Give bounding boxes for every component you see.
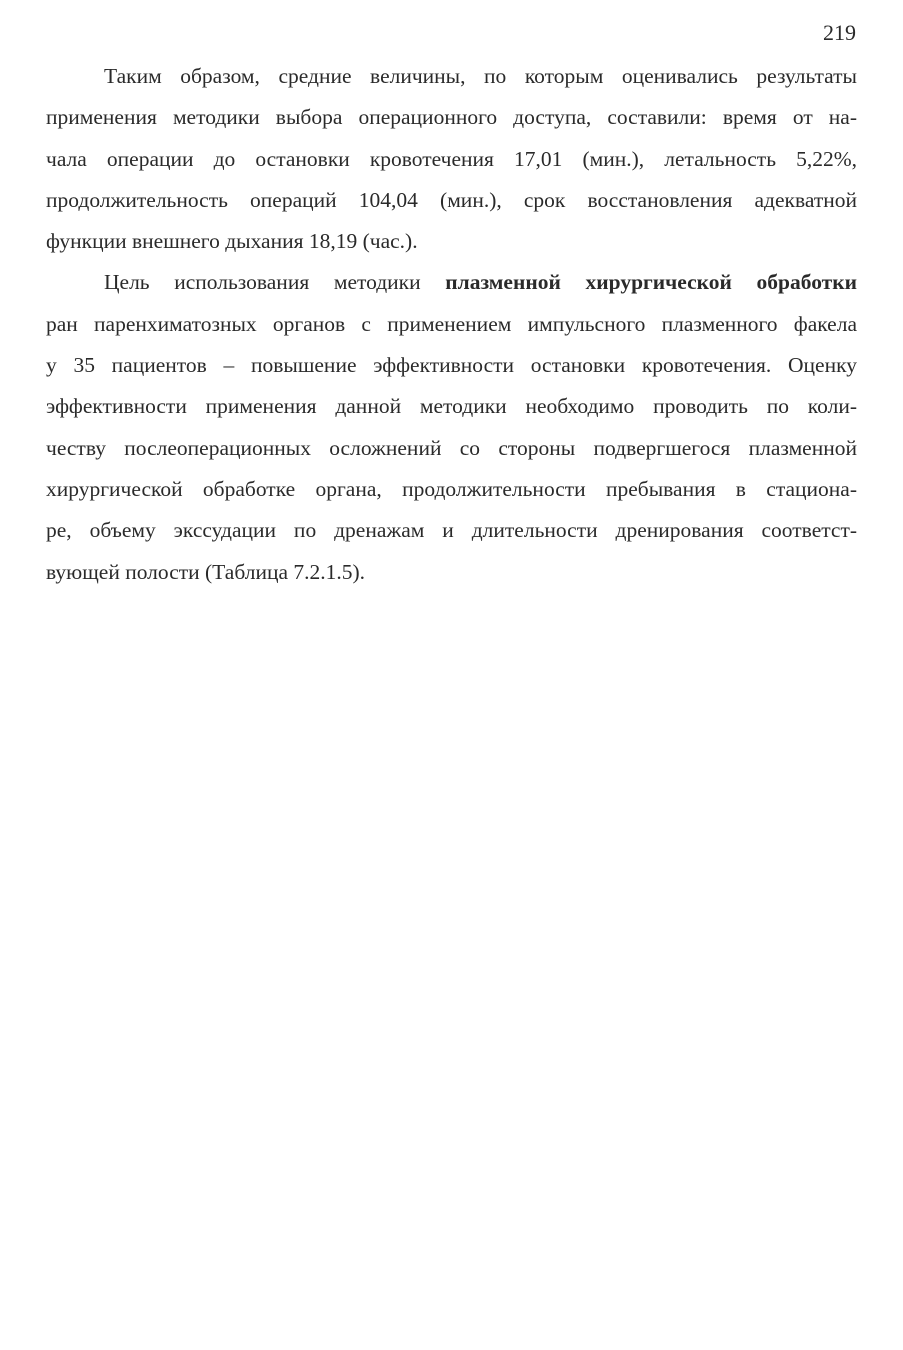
paragraph-1 (46, 56, 857, 262)
text-line: у 35 пациентов – повышение эффективности остановки кровотечения. Оценку (46, 353, 857, 378)
text-line: хирургической обработке органа, продолжительности пребывания в стациона- (46, 476, 857, 501)
text-line: вующей полости (Таблица 7.2.1.5). (46, 559, 366, 584)
body-text (46, 56, 857, 593)
text-line-prefix: Цель использования методики (104, 270, 446, 295)
text-line: чала операции до остановки кровотечения 17,01 (мин.), летальность 5,22%, (46, 146, 857, 171)
bold-term: плазменной хирургической обработки (445, 270, 857, 295)
text-line: ран паренхиматозных органов с применением импульсного плазменного факела (46, 311, 857, 336)
text-line: продолжительность операций 104,04 (мин.), срок восстановления адекватной (46, 187, 857, 212)
text-line: функции внешнего дыхания 18,19 (час.). (46, 229, 418, 254)
page-number: 219 (823, 20, 856, 45)
paragraph-2 (46, 262, 857, 592)
text-line: применения методики выбора операционного доступа, составили: время от на- (46, 105, 857, 130)
text-line: Таким образом, средние величины, по которым оценивались результаты (104, 64, 857, 88)
text-line: ре, объему экссудации по дренажам и длительности дренирования соответст- (46, 518, 857, 543)
text-line: эффективности применения данной методики необходимо проводить по коли- (46, 394, 857, 419)
text-line: честву послеоперационных осложнений со стороны подвергшегося плазменной (46, 435, 857, 460)
text-line-first (46, 262, 857, 303)
